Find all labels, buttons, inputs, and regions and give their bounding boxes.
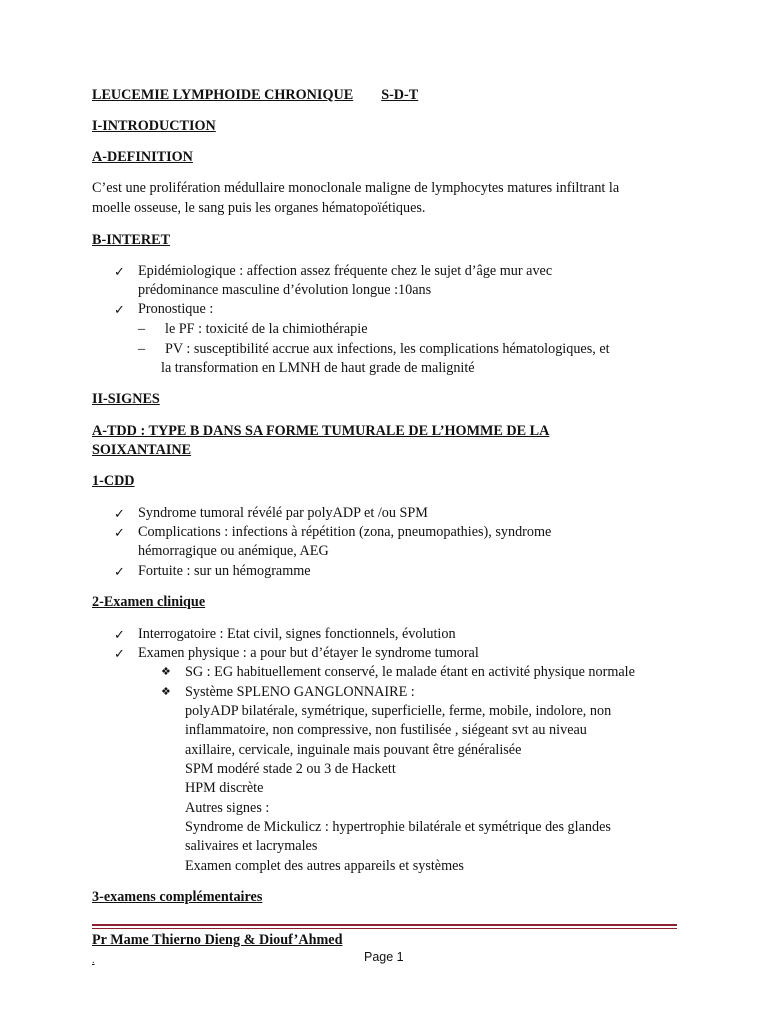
page-number: Page 1	[364, 950, 404, 964]
cdd-item-2a: Complications : infections à répétition (zona, pneumopathies), syndrome	[138, 524, 552, 540]
heading-tdd-1: A-TDD : TYPE B DANS SA FORME TUMURALE DE L’HOMME DE LA	[92, 423, 550, 439]
check-icon: ✓	[114, 646, 125, 661]
dash-bullet: –	[138, 321, 146, 337]
sg-item: SG : EG habituellement conservé, le malade étant en activité physique normale	[185, 664, 635, 680]
interet-pronostique: Pronostique :	[138, 301, 214, 317]
check-icon: ✓	[114, 506, 125, 521]
check-icon: ✓	[114, 564, 125, 579]
cdd-item-1: Syndrome tumoral révélé par polyADP et /ou SPM	[138, 505, 428, 521]
spleno-line-7: Syndrome de Mickulicz : hypertrophie bilatérale et symétrique des glandes	[185, 819, 611, 835]
title-text: LEUCEMIE LYMPHOIDE CHRONIQUE	[92, 87, 354, 103]
prono-pv-1: PV : susceptibilité accrue aux infections, les complications hématologiques, et	[165, 341, 610, 357]
dash-bullet: –	[138, 341, 146, 357]
spleno-line-4: SPM modéré stade 2 ou 3 de Hackett	[185, 761, 396, 777]
spleno-line-3: axillaire, cervicale, inguinale mais pouvant être généralisée	[185, 742, 522, 758]
clinique-interrogatoire: Interrogatoire : Etat civil, signes fonctionnels, évolution	[138, 626, 456, 642]
spleno-line-2: inflammatoire, non compressive, non fustilisée , siégeant svt au niveau	[185, 722, 587, 738]
check-icon: ✓	[114, 525, 125, 540]
spleno-line-5: HPM discrète	[185, 780, 264, 796]
spleno-line-6: Autres signes :	[185, 800, 270, 816]
document-title	[92, 86, 692, 106]
footer-author: Pr Mame Thierno Dieng & Diouf’Ahmed	[92, 932, 343, 948]
cdd-item-3: Fortuite : sur un hémogramme	[138, 563, 311, 579]
heading-interet: B-INTERET	[92, 232, 171, 248]
interet-epidemio-1: Epidémiologique : affection assez fréquente chez le sujet d’âge mur avec	[138, 263, 553, 279]
check-icon: ✓	[114, 264, 125, 279]
prono-pf: le PF : toxicité de la chimiothérapie	[165, 321, 368, 337]
title-suffix: S-D-T	[381, 87, 419, 103]
spleno-line-9: Examen complet des autres appareils et systèmes	[185, 858, 464, 874]
footer-mark: .	[92, 955, 95, 966]
clinique-examen-physique: Examen physique : a pour but d’étayer le syndrome tumoral	[138, 645, 479, 661]
diamond-bullet-icon: ❖	[161, 686, 171, 698]
definition-line-1: C’est une prolifération médullaire monoclonale maligne de lymphocytes matures infiltrant la	[92, 180, 620, 196]
spleno-line-8: salivaires et lacrymales	[185, 838, 318, 854]
heading-examen-clinique: 2-Examen clinique	[92, 594, 206, 610]
heading-introduction: I-INTRODUCTION	[92, 118, 216, 134]
heading-signes: II-SIGNES	[92, 391, 160, 407]
definition-line-2: moelle osseuse, le sang puis les organes hématopoïétiques.	[92, 200, 426, 216]
cdd-item-2b: hémorragique ou anémique, AEG	[138, 543, 329, 559]
heading-definition: A-DEFINITION	[92, 149, 193, 165]
heading-cdd: 1-CDD	[92, 473, 135, 489]
heading-examens-complementaires: 3-examens complémentaires	[92, 889, 263, 905]
check-icon: ✓	[114, 627, 125, 642]
check-icon: ✓	[114, 302, 125, 317]
prono-pv-2: la transformation en LMNH de haut grade de malignité	[161, 360, 475, 376]
heading-tdd-2: SOIXANTAINE	[92, 442, 192, 458]
spleno-item: Système SPLENO GANGLONNAIRE :	[185, 684, 415, 700]
footer-rule	[92, 924, 677, 926]
footer-rule-thin	[92, 928, 677, 929]
interet-epidemio-2: prédominance masculine d’évolution longue :10ans	[138, 282, 432, 298]
spleno-line-1: polyADP bilatérale, symétrique, superficielle, ferme, mobile, indolore, non	[185, 703, 612, 719]
diamond-bullet-icon: ❖	[161, 666, 171, 678]
